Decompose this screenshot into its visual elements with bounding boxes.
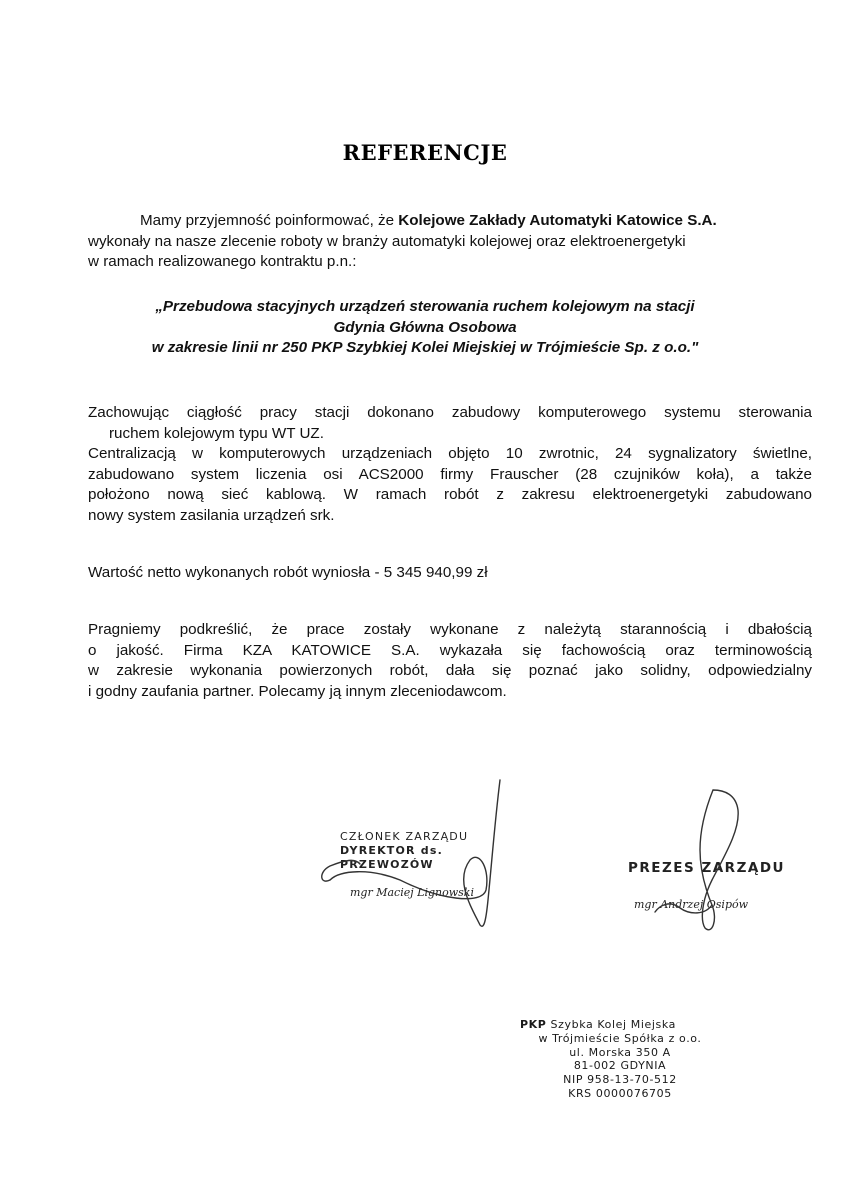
contract-value: Wartość netto wykonanych robót wyniosła - 5 345 940,99 zł [88,564,488,581]
recommendation-line-3: w zakresie wykonania powierzonych robót, dała się poznać jako solidny, odpowiedzialny [88,662,812,679]
contract-line-2: Gdynia Główna Osobowa [333,318,517,336]
intro-line-3: w ramach realizowanego kontraktu p.n.: [88,253,357,270]
document-title: REFERENCJE [342,140,508,165]
director-role: DYREKTOR ds. PRZEWOZÓW [340,844,443,871]
contract-line-3: w zakresie linii nr 250 PKP Szybkiej Kolei Miejskiej w Trójmieście Sp. z o.o." [151,339,699,356]
scope-paragraph [88,403,812,526]
recommendation-paragraph [88,620,812,702]
intro-paragraph [88,211,788,273]
company-name: Szybka Kolej Miejska [546,1018,677,1031]
company-postal-city: 81-002 GDYNIA [573,1059,667,1073]
intro-line-1 [88,211,788,232]
company-stamp-line-2: w Trójmieście Spółka z o.o. [538,1031,702,1045]
recommendation-line-2: o jakość. Firma KZA KATOWICE S.A. wykazała się fachowością oraz terminowością [88,641,812,659]
recommendation-line-4: i godny zaufania partner. Polecamy ją innym zleceniodawcom. [88,682,507,700]
pkp-brand: PKP [520,1018,547,1031]
company-nip: NIP 958-13-70-512 [563,1073,677,1087]
company-address: ul. Morska 350 A [569,1045,671,1059]
president-role: PREZES ZARZĄDU [628,860,785,876]
scope-line-3: Centralizacją w komputerowych urządzeniach objęto 10 zwrotnic, 24 sygnalizatory świetlne, [88,445,812,462]
company-stamp-line-1 [520,1018,720,1032]
scope-line-2: ruchem kolejowym typu WT UZ. [109,424,324,442]
board-member-role: CZŁONEK ZARZĄDU [340,830,469,843]
intro-text: Mamy przyjemność poinformować, że [140,212,399,229]
scope-line-4: zabudowano system liczenia osi ACS2000 firmy Frauscher (28 czujników koła), a także [88,465,812,483]
company-stamp [520,1018,720,1101]
intro-line-2: wykonały na nasze zlecenie roboty w branży automatyki kolejowej oraz elektroenergetyki [88,232,686,250]
scope-line-5: położono nową sieć kablową. W ramach robót z zakresu elektroenergetyki zabudowano [88,486,812,503]
board-member-name: mgr Maciej Lignowski [350,886,474,899]
board-member-stamp [340,830,530,900]
contract-line-1: „Przebudowa stacyjnych urządzeń sterowania ruchem kolejowym na stacji [155,298,695,315]
scope-line-6: nowy system zasilania urządzeń srk. [88,506,335,524]
recommendation-line-1: Pragniemy podkreślić, że prace zostały wykonane z należytą starannością i dbałością [88,621,812,638]
scope-line-1: Zachowując ciągłość pracy stacji dokonano zabudowy komputerowego systemu sterowania [88,404,812,421]
contract-name [60,297,790,359]
president-stamp [628,860,828,911]
contractor-name: Kolejowe Zakłady Automatyki Katowice S.A. [398,212,717,229]
company-krs: KRS 0000076705 [568,1086,672,1100]
president-name: mgr Andrzej Osipów [634,898,749,911]
